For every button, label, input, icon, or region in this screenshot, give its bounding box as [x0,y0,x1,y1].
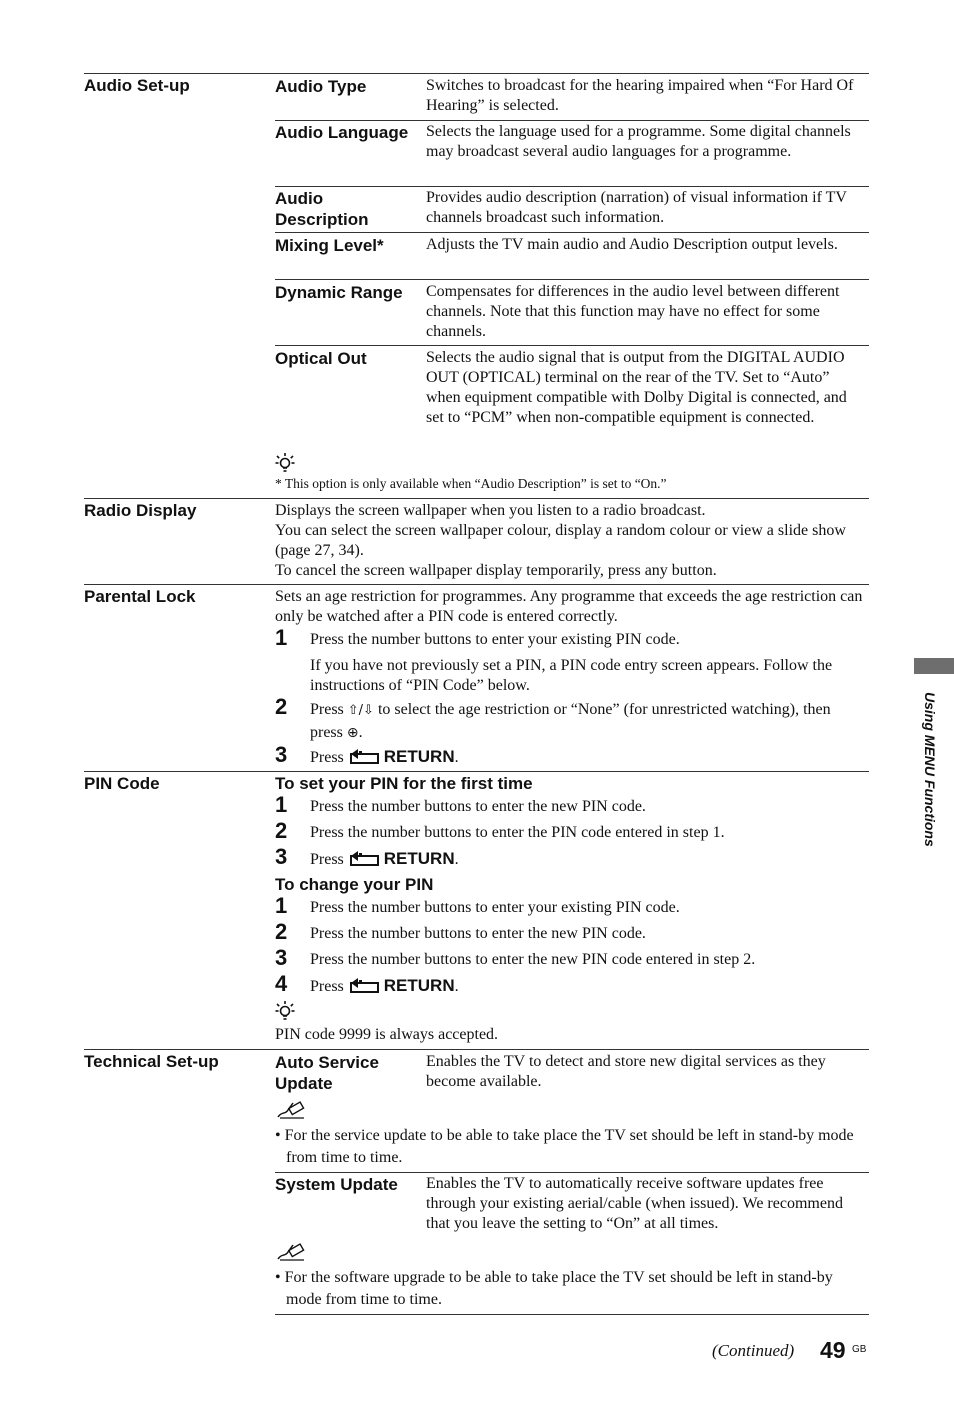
row-divider [275,186,869,187]
desc-optical-out: Selects the audio signal that is output from the DIGITAL AUDIO OUT (OPTICAL) terminal on the rear of the TV. Set to “Auto” when equipment compatible with Dolby Digital is connected, and set to “PCM” when non-compatible equipment is connected. [426,349,847,426]
enter-button-icon: ⊕ [346,725,359,741]
desc-audio-type: Switches to broadcast for the hearing impaired when “For Hard Of Hearing” is selected. [426,77,854,114]
section-divider [84,771,869,772]
side-section-label [922,692,942,892]
desc-system-update: Enables the TV to automatically receive software updates free through your existing aerial/cable (when issued). We recommend that you leave the setting to “On” at all times. [426,1175,843,1232]
up-down-arrow-icon: ⇧/⇩ [347,703,374,718]
step-number: 1 [275,792,288,817]
section-divider [84,584,869,585]
return-button-label: RETURN [383,976,455,995]
step-text [310,849,866,870]
step-number: 1 [275,625,288,650]
region-code: GB [852,1344,867,1355]
section-title-audio-setup: Audio Set-up [84,76,190,95]
section-title-parental-lock: Parental Lock [84,587,196,606]
step-text: Press the number buttons to enter your existing PIN code. [310,899,680,916]
parental-lock-intro: Sets an age restriction for programmes. Any programme that exceeds the age restriction can only be watched after a PIN code is entered correctly. [275,588,863,625]
step-text [310,699,866,744]
step-extra-text: If you have not previously set a PIN, a PIN code entry screen appears. Follow the instructions of “PIN Code” below. [310,657,833,694]
footnote: * This option is only available when “Audio Description” is set to “On.” [275,476,667,491]
row-divider [275,120,869,121]
section-title-pin-code: PIN Code [84,774,160,793]
lightbulb-icon [275,1000,295,1022]
continued-label: (Continued) [712,1341,795,1360]
section-divider [84,73,869,74]
lightbulb-icon [275,452,295,474]
step-text-part: Press [310,701,348,718]
term-audio-type: Audio Type [275,77,367,96]
step-number: 3 [275,945,288,970]
step-text-part: Press [310,749,344,766]
section-divider [84,498,869,499]
step-text-part: Press [310,851,344,868]
radio-display-line-2: You can select the screen wallpaper colour, display a random colour or view a slide show (page 27, 34). [275,522,846,559]
step-text-part: . [454,749,459,766]
return-icon [350,977,380,993]
note-system-update: • For the software upgrade to be able to take place the TV set should be left in stand-by mode from time to time. [275,1269,833,1308]
step-number: 3 [275,742,288,767]
step-text [310,747,866,768]
step-text: Press the number buttons to enter your existing PIN code. [310,631,680,648]
section-title-technical-setup: Technical Set-up [84,1052,219,1071]
row-divider [275,279,869,280]
return-icon [350,850,380,866]
return-icon [350,748,380,764]
pencil-icon [276,1101,306,1119]
term-mixing-level: Mixing Level* [275,236,384,255]
section-title-radio-display: Radio Display [84,501,197,520]
desc-audio-language: Selects the language used for a programme. Some digital channels may broadcast several audio languages for a programme. [426,123,851,160]
step-text: Press the number buttons to enter the new PIN code. [310,925,646,942]
term-system-update: System Update [275,1175,398,1194]
desc-dynamic-range: Compensates for differences in the audio level between different channels. Note that this function may have no effect for some channels. [426,283,840,340]
step-number: 3 [275,844,288,869]
pencil-icon [276,1243,306,1261]
step-text: Press the number buttons to enter the PIN code entered in step 1. [310,824,725,841]
term-audio-language: Audio Language [275,123,409,142]
desc-mixing-level: Adjusts the TV main audio and Audio Description output levels. [426,236,838,253]
note-text: For the software upgrade to be able to take place the TV set should be left in stand-by mode from time to time. [284,1269,833,1308]
step-number: 2 [275,818,288,843]
row-divider [275,232,869,233]
step-text-part: . [358,724,363,741]
step-number: 2 [275,919,288,944]
term-optical-out: Optical Out [275,349,367,368]
step-text-part: to select the age restriction or “None” (for unrestricted watching), then press [310,701,831,741]
term-audio-description: Audio Description [275,189,369,229]
table-bottom-rule [275,1314,869,1315]
step-number: 4 [275,971,288,996]
page-number: 49 [820,1337,846,1363]
step-number: 1 [275,893,288,918]
radio-display-line-1: Displays the screen wallpaper when you listen to a radio broadcast. [275,502,706,519]
step-text: Press the number buttons to enter the new PIN code. [310,798,646,815]
step-text-part: . [454,978,459,995]
row-divider [275,345,869,346]
pin-hint-text: PIN code 9999 is always accepted. [275,1026,499,1043]
return-button-label: RETURN [383,747,455,766]
step-text: Press the number buttons to enter the new PIN code entered in step 2. [310,951,756,968]
term-auto-service-update: Auto Service Update [275,1053,379,1093]
pin-change-heading: To change your PIN [275,875,434,894]
note-text: For the service update to be able to take place the TV set should be left in stand-by mode from time to time. [284,1127,854,1166]
step-text-part: Press [310,978,344,995]
note-auto-service-update: • For the service update to be able to take place the TV set should be left in stand-by mode from time to time. [275,1127,854,1166]
step-number: 2 [275,694,288,719]
radio-display-line-3: To cancel the screen wallpaper display temporarily, press any button. [275,562,717,579]
desc-audio-description: Provides audio description (narration) of visual information if TV channels broadcast such information. [426,189,847,226]
section-divider [84,1049,869,1050]
side-section-label-text: Using MENU Functions [922,692,938,847]
step-text-part: . [454,851,459,868]
desc-auto-service-update: Enables the TV to detect and store new digital services as they become available. [426,1053,826,1090]
return-button-label: RETURN [383,849,455,868]
side-tab-marker [914,658,954,674]
step-text [310,976,866,997]
pin-first-time-heading: To set your PIN for the first time [275,774,533,793]
row-divider [275,1172,869,1173]
term-dynamic-range: Dynamic Range [275,283,403,302]
